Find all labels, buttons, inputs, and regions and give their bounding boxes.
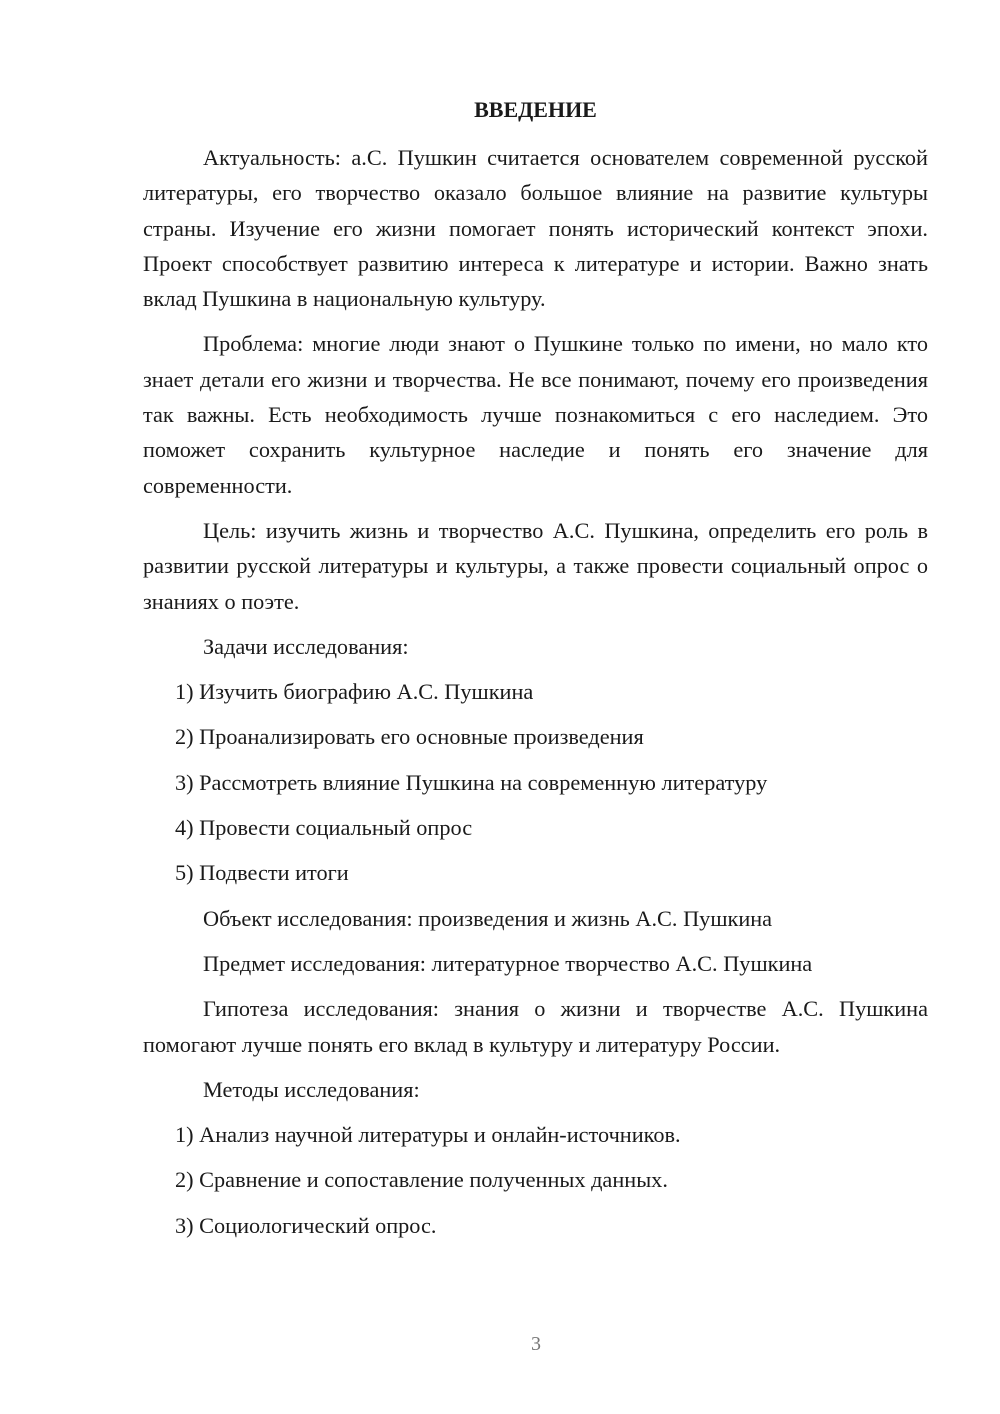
page-number: 3 [531, 1333, 541, 1355]
task-item: 3) Рассмотреть влияние Пушкина на современную литературу [175, 769, 768, 795]
task-item: 1) Изучить биографию А.С. Пушкина [175, 679, 534, 705]
object-paragraph: Объект исследования: произведения и жизнь А.С. Пушкина [203, 905, 773, 931]
task-item: 5) Подвести итоги [175, 860, 349, 886]
method-item: 1) Анализ научной литературы и онлайн-источников. [175, 1122, 681, 1148]
section-title: ВВЕДЕНИЕ [474, 97, 597, 122]
hypothesis-paragraph: Гипотеза исследования: знания о жизни и творчестве А.С. Пушкина помогают лучше понять его вклад в культуру и литературу России. [143, 996, 928, 1057]
goal-paragraph: Цель: изучить жизнь и творчество А.С. Пушкина, определить его роль в развитии русской литературы и культуры, а также провести социальный опрос о знаниях о поэте. [143, 517, 928, 614]
document-page [143, 94, 928, 1253]
tasks-heading: Задачи исследования: [203, 633, 409, 659]
methods-heading: Методы исследования: [203, 1076, 420, 1102]
method-item: 2) Сравнение и сопоставление полученных данных. [175, 1167, 668, 1193]
problem-paragraph: Проблема: многие люди знают о Пушкине только по имени, но мало кто знает детали его жизни и творчества. Не все понимают, почему его произведения так важны. Есть необходимость лучше познакомиться с его наследием. Это поможет сохранить культурное наследие и понять его значение для современности. [143, 331, 928, 498]
task-item: 4) Провести социальный опрос [175, 815, 473, 841]
method-item: 3) Социологический опрос. [175, 1212, 437, 1238]
task-item: 2) Проанализировать его основные произведения [175, 724, 644, 750]
relevance-paragraph: Актуальность: а.С. Пушкин считается основателем современной русской литературы, его творчество оказало большое влияние на развитие культуры страны. Изучение его жизни помогает понять исторический контекст эпохи. Проект способствует развитию интереса к литературе и истории. Важно знать вклад Пушкина в национальную культуру. [143, 145, 928, 312]
subject-paragraph: Предмет исследования: литературное творчество А.С. Пушкина [203, 950, 813, 976]
